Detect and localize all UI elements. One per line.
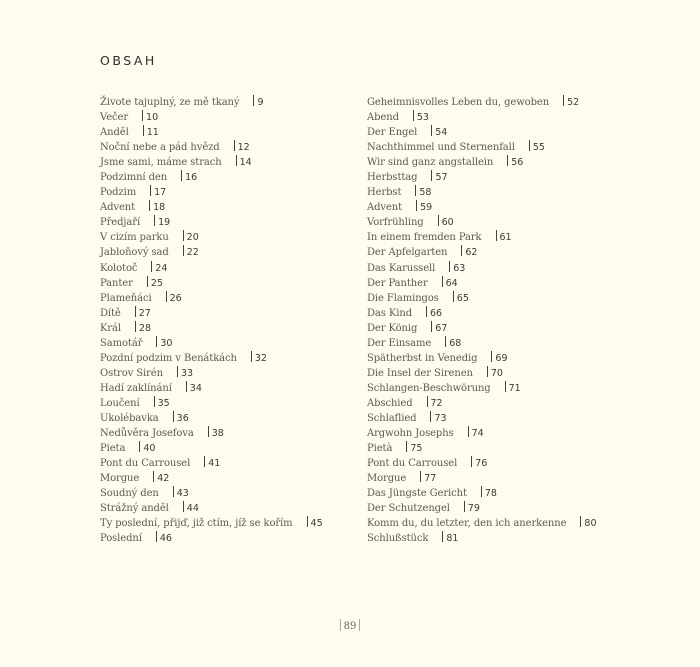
toc-entry-page-number: 66 (430, 307, 443, 319)
toc-entry-title: Schlangen-Beschwörung (367, 382, 491, 394)
toc-entry (100, 140, 323, 155)
toc-entry (367, 155, 597, 170)
toc-entry (100, 336, 323, 351)
toc-entry (100, 351, 323, 366)
toc-entry-title: Die Flamingos (367, 292, 439, 304)
toc-entry (100, 501, 323, 516)
toc-entry-title: Argwohn Josephs (367, 428, 454, 440)
toc-entry (367, 200, 597, 215)
page-separator-bar (150, 185, 151, 196)
toc-entry-title: Jabloňový sad (100, 247, 169, 259)
toc-entry-page-number: 70 (490, 367, 503, 379)
toc-entry-title: Podzim (100, 187, 137, 199)
page-separator-bar (251, 351, 252, 362)
toc-entry-title: V cizím parku (100, 232, 169, 244)
toc-entry-page-number: 34 (189, 382, 202, 394)
page-separator-bar (431, 125, 432, 136)
page-separator-bar (151, 261, 152, 272)
toc-entry-title: Abschied (367, 397, 413, 409)
page-separator-bar (442, 531, 443, 542)
toc-entry-page-number: 57 (435, 172, 448, 184)
toc-entry-page-number: 63 (453, 262, 466, 274)
toc-entry-page-number: 41 (208, 458, 221, 470)
toc-entry (100, 185, 323, 200)
toc-entry-page-number: 17 (154, 187, 167, 199)
toc-entry (100, 486, 323, 501)
toc-entry (100, 381, 323, 396)
toc-entry (100, 306, 323, 321)
toc-entry-page-number: 76 (475, 458, 488, 470)
toc-entry-page-number: 19 (158, 217, 171, 229)
toc-entry-title: Der Einsame (367, 337, 432, 349)
page-separator-bar (481, 486, 482, 497)
page-separator-bar (491, 351, 492, 362)
page-separator-bar (420, 471, 421, 482)
toc-entry-title: Pozdní podzim v Benátkách (100, 352, 237, 364)
toc-entry-title: Ukolébavka (100, 412, 159, 424)
toc-entry-page-number: 30 (160, 337, 173, 349)
toc-entry-page-number: 71 (508, 382, 521, 394)
toc-entry-page-number: 61 (499, 232, 512, 244)
page-separator-bar (143, 125, 144, 136)
page-separator-bar (154, 396, 155, 407)
toc-entry-page-number: 9 (257, 97, 264, 108)
toc-entry (100, 215, 323, 230)
toc-entry-page-number: 46 (159, 533, 172, 545)
toc-entry-title: Hadí zaklínání (100, 382, 172, 394)
toc-entry-title: In einem fremden Park (367, 232, 482, 244)
toc-entry-page-number: 10 (146, 112, 159, 124)
toc-entry-title: Živote tajuplný, ze mě tkaný (100, 97, 240, 108)
toc-entry-title: Abend (367, 112, 399, 124)
page-separator-bar (208, 426, 209, 437)
page-number: 89 (343, 621, 357, 632)
toc-entry-title: Pietà (367, 443, 393, 455)
page-separator-bar (149, 200, 150, 211)
toc-entry-title: Anděl (100, 127, 129, 139)
page-separator-bar (529, 140, 530, 151)
page-separator-bar (253, 95, 254, 106)
page-separator-bar (461, 245, 462, 256)
toc-entry-title: Schlußstück (367, 533, 429, 545)
toc-entry-page-number: 22 (186, 247, 199, 259)
page-separator-bar (442, 276, 443, 287)
toc-entry (367, 381, 597, 396)
toc-entry-title: Morgue (367, 473, 407, 485)
toc-entry-page-number: 65 (456, 292, 469, 304)
toc-entry-page-number: 78 (484, 488, 497, 500)
toc-entry (367, 456, 597, 471)
page-separator-bar (453, 291, 454, 302)
page-separator-bar (139, 441, 140, 452)
toc-entry-page-number: 33 (180, 367, 194, 379)
toc-entry-title: Noční nebe a pád hvězd (100, 142, 220, 154)
toc-entry (100, 276, 323, 291)
toc-column-left (100, 95, 323, 546)
toc-column-right (367, 95, 597, 546)
toc-entry (367, 230, 597, 245)
toc-entry-title: Ty poslední, přijď, již ctím, jíž se kořím (100, 518, 293, 530)
toc-entry-page-number: 52 (567, 97, 580, 108)
toc-entry-page-number: 75 (410, 443, 423, 455)
folio-bar-right (359, 619, 360, 631)
toc-entry-page-number: 12 (237, 142, 250, 154)
toc-entry-page-number: 64 (445, 277, 458, 289)
toc-entry-page-number: 69 (495, 352, 508, 364)
toc-entry-page-number: 77 (424, 473, 437, 485)
toc-entry-title: Morgue (100, 473, 140, 485)
toc-entry-title: Kolotoč (100, 262, 138, 274)
page-separator-bar (156, 336, 157, 347)
page-separator-bar (156, 531, 157, 542)
toc-entry-title: Das Karussell (367, 262, 436, 274)
toc-entry-page-number: 55 (532, 142, 545, 154)
toc-entry (100, 456, 323, 471)
toc-entry (367, 110, 597, 125)
page-separator-bar (173, 411, 174, 422)
toc-entry-title: Advent (100, 202, 136, 214)
toc-entry (367, 215, 597, 230)
page-separator-bar (464, 501, 465, 512)
toc-entry-page-number: 68 (449, 337, 462, 349)
toc-entry-title: Panter (100, 277, 133, 289)
page-separator-bar (505, 381, 506, 392)
toc-entry-title: Das Kind (367, 307, 413, 319)
toc-entry (367, 261, 597, 276)
toc-entry-page-number: 60 (441, 217, 454, 229)
page-number-footer (0, 619, 700, 632)
page-separator-bar (236, 155, 237, 166)
toc-entry (100, 125, 323, 140)
toc-entry-page-number: 45 (310, 518, 323, 530)
toc-entry-page-number: 79 (467, 503, 480, 515)
toc-entry (100, 471, 323, 486)
page-separator-bar (177, 366, 178, 377)
toc-entry-page-number: 80 (584, 518, 597, 530)
toc-entry-page-number: 14 (239, 157, 252, 169)
toc-entry-page-number: 56 (511, 157, 524, 169)
toc-entry-title: Advent (367, 202, 403, 214)
toc-entry-page-number: 18 (153, 202, 166, 214)
page-separator-bar (142, 110, 143, 121)
toc-entry-page-number: 35 (157, 397, 170, 409)
page-separator-bar (307, 516, 308, 527)
page-separator-bar (413, 110, 414, 121)
toc-entry-page-number: 24 (155, 262, 168, 274)
toc-entry-title: Die Insel der Sirenen (367, 367, 473, 379)
toc-entry-title: Podzimní den (100, 172, 168, 184)
toc-entry-title: Pieta (100, 443, 126, 455)
toc-entry (100, 245, 323, 260)
page-separator-bar (427, 396, 428, 407)
toc-entry (367, 185, 597, 200)
toc-entry-title: Der Apfelgarten (367, 247, 448, 259)
toc-entry-title: Strážný anděl (100, 503, 169, 515)
page-separator-bar (449, 261, 450, 272)
page-separator-bar (153, 471, 154, 482)
toc-entry (367, 245, 597, 260)
page-separator-bar (431, 170, 432, 181)
toc-entry (367, 170, 597, 185)
toc-entry (367, 366, 597, 381)
toc-entry (100, 516, 323, 531)
toc-entry-page-number: 59 (420, 202, 433, 214)
toc-entry-page-number: 73 (434, 412, 447, 424)
toc-entry (367, 125, 597, 140)
toc-entry-title: Předjaří (100, 217, 141, 229)
toc-entry (100, 291, 323, 306)
toc-entry (100, 200, 323, 215)
toc-entry-page-number: 38 (211, 428, 224, 440)
toc-entry-page-number: 36 (176, 412, 189, 424)
toc-entry-title: Wir sind ganz angstallein (367, 157, 494, 169)
toc-entry-page-number: 54 (435, 127, 448, 139)
toc-entry-page-number: 58 (419, 187, 432, 199)
toc-entry-title: Herbst (367, 187, 402, 199)
toc-entry-page-number: 32 (254, 352, 267, 364)
page-separator-bar (183, 501, 184, 512)
toc-entry (367, 411, 597, 426)
toc-entry (100, 261, 323, 276)
toc-entry-title: Das Jüngste Gericht (367, 488, 467, 500)
page-separator-bar (406, 441, 407, 452)
toc-entry-title: Vorfrühling (367, 217, 424, 229)
page-separator-bar (563, 95, 564, 106)
page-separator-bar (471, 456, 472, 467)
toc-entry-title: Geheimnisvolles Leben du, gewoben (367, 97, 550, 108)
toc-entry (367, 321, 597, 336)
page-separator-bar (154, 215, 155, 226)
toc-entry-page-number: 16 (185, 172, 198, 184)
toc-entry (100, 396, 323, 411)
page-separator-bar (415, 185, 416, 196)
toc-entry-title: Král (100, 322, 122, 334)
toc-entry-page-number: 27 (138, 307, 151, 319)
page-separator-bar (135, 306, 136, 317)
toc-entry-page-number: 20 (186, 232, 199, 244)
contents-heading: OBSAH (100, 53, 157, 68)
toc-entry-page-number: 62 (465, 247, 478, 259)
page-separator-bar (438, 215, 439, 226)
toc-entry (367, 291, 597, 306)
toc-entry (367, 426, 597, 441)
page-separator-bar (186, 381, 187, 392)
toc-entry-title: Nedůvěra Josefova (100, 428, 194, 440)
toc-entry-page-number: 40 (143, 443, 156, 455)
toc-entry (367, 306, 597, 321)
toc-entry (367, 140, 597, 155)
toc-entry (367, 95, 597, 110)
page-separator-bar (468, 426, 469, 437)
toc-entry-title: Loučení (100, 397, 140, 409)
toc-entry-title: Samotář (100, 337, 143, 349)
toc-entry-page-number: 44 (186, 503, 199, 515)
toc-entry (367, 336, 597, 351)
toc-entry (100, 155, 323, 170)
toc-entry-page-number: 28 (139, 322, 152, 334)
toc-entry-title: Dítě (100, 307, 121, 319)
toc-entry (100, 230, 323, 245)
toc-entry-title: Herbsttag (367, 172, 418, 184)
page-separator-bar (445, 336, 446, 347)
toc-entry-page-number: 53 (416, 112, 429, 124)
page-separator-bar (181, 170, 182, 181)
page-separator-bar (430, 411, 431, 422)
toc-entry (100, 95, 323, 110)
page-separator-bar (204, 456, 205, 467)
toc-entry-title: Pont du Carrousel (367, 458, 458, 470)
toc-entry-page-number: 81 (446, 533, 459, 545)
toc-entry-title: Komm du, du letzter, den ich anerkenne (367, 518, 567, 530)
toc-entry (100, 441, 323, 456)
toc-entry-title: Der Panther (367, 277, 428, 289)
page-separator-bar (234, 140, 235, 151)
page-separator-bar (507, 155, 508, 166)
page-separator-bar (166, 291, 167, 302)
toc-entry-page-number: 74 (471, 428, 484, 440)
toc-entry (367, 351, 597, 366)
page-separator-bar (147, 276, 148, 287)
toc-entry-page-number: 25 (150, 277, 163, 289)
toc-entry (100, 170, 323, 185)
toc-entry-page-number: 72 (430, 397, 443, 409)
page-separator-bar (183, 230, 184, 241)
toc-entry (367, 471, 597, 486)
page-separator-bar (431, 321, 432, 332)
toc-entry-title: Soudný den (100, 488, 159, 500)
page-separator-bar (580, 516, 581, 527)
toc-entry-page-number: 43 (176, 488, 189, 500)
toc-entry (367, 531, 597, 546)
toc-entry-title: Der Engel (367, 127, 418, 139)
toc-entry (100, 321, 323, 336)
page-separator-bar (183, 245, 184, 256)
toc-entry-title: Schlaflied (367, 412, 417, 424)
toc-entry-title: Večer (100, 112, 129, 124)
toc-entry (100, 366, 323, 381)
toc-entry-page-number: 42 (157, 473, 170, 485)
toc-entry (367, 501, 597, 516)
toc-entry (367, 396, 597, 411)
page-separator-bar (426, 306, 427, 317)
toc-entry-page-number: 26 (169, 292, 182, 304)
toc-entry-page-number: 11 (146, 127, 159, 139)
toc-entry-title: Pont du Carrousel (100, 458, 191, 470)
folio-bar-left (340, 619, 341, 631)
toc-entry (100, 531, 323, 546)
toc-entry (100, 411, 323, 426)
page-separator-bar (135, 321, 136, 332)
toc-entry-title: Der König (367, 322, 418, 334)
toc-entry-title: Nachthimmel und Sternenfall (367, 142, 515, 154)
toc-entry-title: Spätherbst in Venedig (367, 352, 478, 364)
toc-entry (367, 486, 597, 501)
page-separator-bar (173, 486, 174, 497)
toc-entry (100, 110, 323, 125)
page-separator-bar (496, 230, 497, 241)
toc-entry (367, 276, 597, 291)
toc-entry-title: Poslední (100, 533, 142, 545)
page-separator-bar (416, 200, 417, 211)
toc-entry-page-number: 67 (435, 322, 448, 334)
page-separator-bar (487, 366, 488, 377)
toc-entry-title: Der Schutzengel (367, 503, 450, 515)
toc-entry-title: Jsme sami, máme strach (100, 157, 222, 169)
toc-entry (367, 516, 597, 531)
toc-entry (100, 426, 323, 441)
toc-entry-title: Plameňáci (100, 292, 152, 304)
toc-entry (367, 441, 597, 456)
toc-entry-title: Ostrov Sirén (100, 367, 163, 379)
